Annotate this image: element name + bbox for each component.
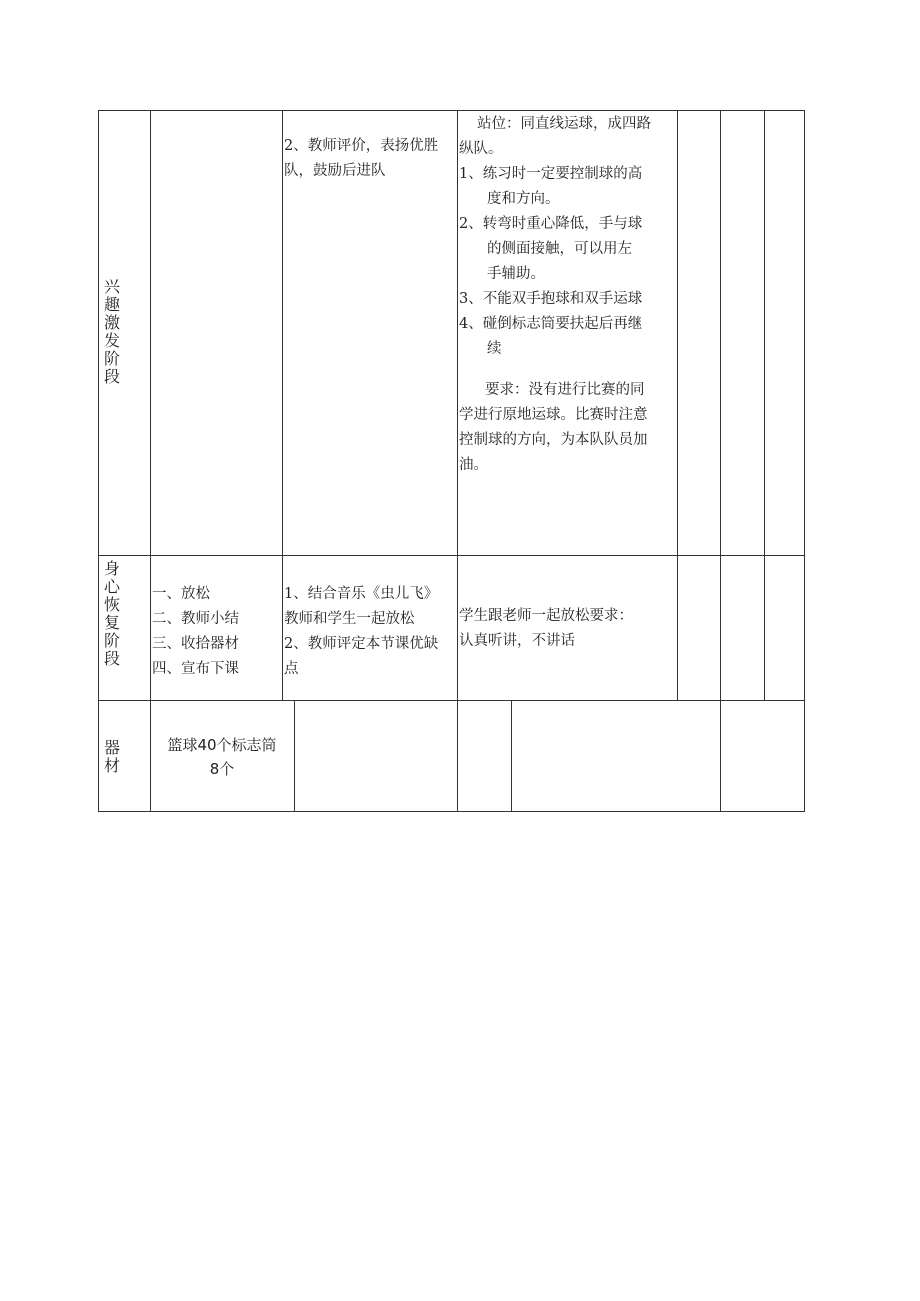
content-row2	[152, 582, 239, 682]
content-line: 一、放松	[152, 586, 210, 602]
teacher-activity-line: 教师和学生一起放松	[284, 611, 415, 627]
content-line: 三、收拾器材	[152, 636, 239, 652]
student-activity-line: 学生跟老师一起放松要求：	[459, 608, 633, 624]
point-item: 2、转弯时重心降低，手与球	[459, 216, 643, 232]
col-divider-extra-1	[720, 110, 721, 812]
requirement-line: 学进行原地运球。比赛时注意	[459, 407, 648, 423]
table-border-bottom	[98, 811, 805, 812]
student-activity-row1	[459, 112, 651, 478]
col-divider-teacher	[457, 110, 458, 812]
teacher-activity-line: 2、教师评定本节课优缺	[284, 636, 439, 652]
teacher-activity-line: 1、结合音乐《虫儿飞》	[284, 586, 439, 602]
table-border-right	[804, 110, 805, 812]
formation-line: 纵队。	[459, 141, 503, 157]
point-item: 1、练习时一定要控制球的高	[459, 166, 643, 182]
equipment-line: 8个	[209, 760, 235, 778]
teacher-activity-line: 点	[284, 661, 299, 677]
col-divider-stage	[150, 110, 151, 812]
student-activity-row2	[459, 604, 633, 654]
teacher-activity-row2	[284, 582, 438, 682]
teacher-activity-line: 队，鼓励后进队	[284, 163, 386, 179]
col-divider-content	[282, 110, 283, 700]
equip-col-divider-2	[511, 700, 512, 812]
teacher-activity-line: 2、教师评价，表扬优胜	[284, 138, 439, 154]
content-line: 二、教师小结	[152, 611, 239, 627]
student-activity-line: 认真听讲，不讲话	[459, 633, 575, 649]
formation-line: 站位：同直线运球，成四路	[477, 116, 651, 132]
content-line: 四、宣布下课	[152, 661, 239, 677]
col-divider-extra-2	[764, 110, 765, 700]
table-border-left	[98, 110, 99, 812]
point-item: 3、不能双手抱球和双手运球	[459, 291, 643, 307]
row-divider-1	[98, 555, 805, 556]
requirement-line: 要求：没有进行比赛的同	[485, 382, 645, 398]
row-divider-2	[98, 700, 805, 701]
point-item: 4、碰倒标志筒要扶起后再继	[459, 316, 643, 332]
stage-label-recovery: 身心恢复阶段	[103, 559, 120, 668]
teacher-activity-row1	[284, 134, 438, 184]
requirement-line: 控制球的方向，为本队队员加	[459, 432, 648, 448]
equipment-list	[151, 733, 293, 781]
point-item-cont: 的侧面接触，可以用左	[487, 241, 632, 257]
stage-label-equipment: 器材	[103, 738, 120, 775]
stage-label-interest: 兴趣激发阶段	[103, 277, 120, 386]
col-divider-student	[677, 110, 678, 700]
table-border-top	[98, 110, 805, 111]
equip-col-divider-1	[294, 700, 295, 812]
equipment-line: 篮球40个标志筒	[167, 736, 277, 754]
point-item-cont: 续	[487, 341, 502, 357]
point-item-cont: 手辅助。	[487, 266, 545, 282]
point-item-cont: 度和方向。	[487, 191, 560, 207]
requirement-line: 油。	[459, 457, 488, 473]
